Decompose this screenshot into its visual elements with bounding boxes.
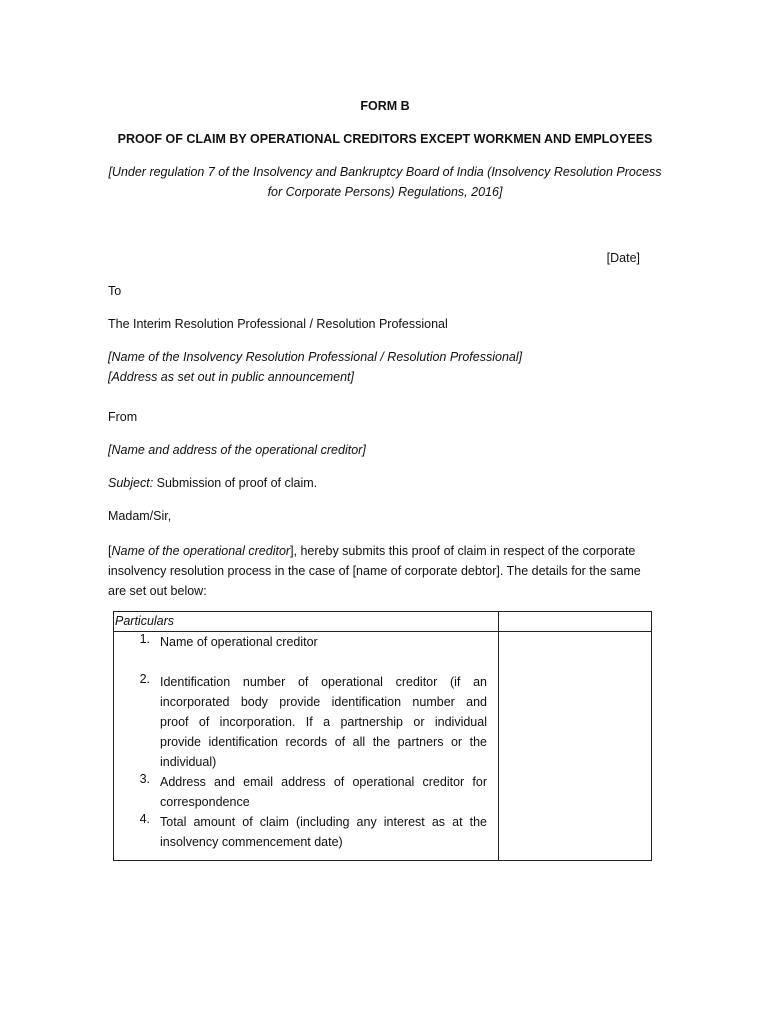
body-line-1: [Name of the operational creditor], hereby submits this proof of claim in respect of the corporate (108, 544, 636, 558)
regulation-line-2: for Corporate Persons) Regulations, 2016] (267, 185, 503, 199)
item-text (160, 632, 487, 652)
item-line: Identification number of operational creditor (if an (160, 675, 487, 689)
item-line: Total amount of claim (including any interest as at the (160, 815, 487, 829)
body-line-3: are set out below: (108, 584, 207, 598)
subject-text: Submission of proof of claim. (153, 476, 318, 490)
from-label: From (108, 410, 138, 424)
item-line: Name of operational creditor (160, 635, 318, 649)
body-creditor-name: Name of the operational creditor (111, 544, 291, 558)
item-line: insolvency commencement date) (160, 835, 343, 849)
item-line: provide identification records of all the partners or the (160, 735, 487, 749)
item-line: individual) (160, 755, 217, 769)
item-number: 3. (139, 772, 150, 786)
form-number: FORM B (360, 99, 410, 113)
form-title: PROOF OF CLAIM BY OPERATIONAL CREDITORS EXCEPT WORKMEN AND EMPLOYEES (117, 132, 653, 146)
to-label: To (108, 284, 122, 298)
claim-table (113, 611, 652, 861)
item-text (160, 672, 487, 772)
addressee-address: [Address as set out in public announcement] (108, 370, 354, 384)
salutation: Madam/Sir, (108, 509, 172, 523)
item-line: Address and email address of operational creditor for (160, 775, 487, 789)
item-line: incorporated body provide identification number and (160, 695, 487, 709)
item-number: 4. (139, 812, 150, 826)
item-number: 2. (139, 672, 150, 686)
body-paragraph (108, 541, 656, 601)
addressee: The Interim Resolution Professional / Resolution Professional (108, 317, 448, 331)
body-line-1-rest: ], hereby submits this proof of claim in respect of the corporate (290, 544, 636, 558)
item-number: 1. (139, 632, 150, 646)
regulation-line-1: [Under regulation 7 of the Insolvency and Bankruptcy Board of India (Insolvency Resolution Process (108, 165, 662, 179)
body-line-2: insolvency resolution process in the case of [name of corporate debtor]. The details for the same (108, 564, 641, 578)
from-name: [Name and address of the operational creditor] (108, 443, 366, 457)
item-line: proof of incorporation. If a partnership or individual (160, 715, 487, 729)
item-line: correspondence (160, 795, 250, 809)
item-text (160, 812, 487, 852)
date-placeholder: [Date] (606, 251, 640, 265)
subject-label: Subject: (108, 476, 154, 490)
table-column-divider (498, 612, 499, 860)
subject-line (108, 476, 317, 490)
item-text (160, 772, 487, 812)
table-header-particulars: Particulars (115, 614, 175, 628)
addressee-name: [Name of the Insolvency Resolution Professional / Resolution Professional] (108, 350, 523, 364)
